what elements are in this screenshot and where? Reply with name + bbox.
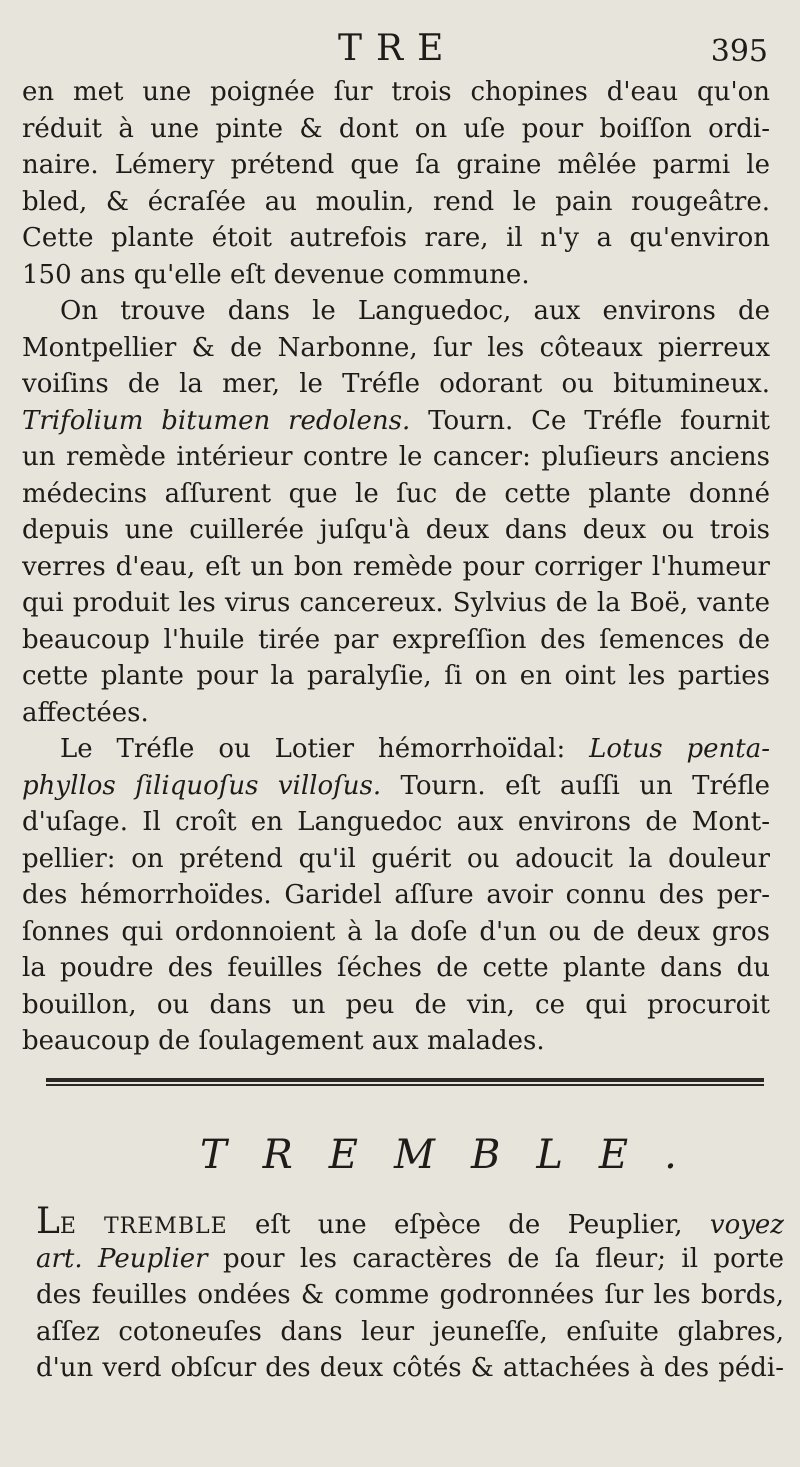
text-line bbox=[22, 658, 770, 695]
italic-span: voyez bbox=[709, 1210, 784, 1240]
text-span: voiſins de la mer, le Tréfle odorant ou bitumineux. bbox=[22, 369, 770, 399]
text-line bbox=[22, 74, 770, 111]
text-line bbox=[22, 330, 770, 367]
section-divider bbox=[46, 1078, 764, 1088]
text-span: pellier: on prétend qu'il guérit ou adoucit la douleur bbox=[22, 843, 770, 874]
text-line bbox=[22, 804, 770, 841]
text-line bbox=[22, 731, 770, 768]
text-line bbox=[22, 549, 770, 586]
text-span: des feuilles ondées & comme godronnées ſur les bords, bbox=[36, 1280, 784, 1310]
text-line bbox=[22, 987, 770, 1024]
text-span: pour les caractères de ſa fleur; il porte bbox=[207, 1243, 784, 1274]
text-span: naire. Lémery prétend que ſa graine mêlée parmi le bbox=[22, 150, 770, 180]
text-line bbox=[22, 439, 770, 476]
text-span: médecins aſſurent que le ſuc de cette plante donné bbox=[22, 478, 770, 509]
text-span: depuis une cuillerée juſqu'à deux dans deux ou trois bbox=[22, 515, 770, 545]
text-line bbox=[22, 257, 770, 294]
text-line bbox=[36, 1204, 784, 1241]
text-line bbox=[22, 585, 770, 622]
text-span: un remède intérieur contre le cancer: pluſieurs anciens bbox=[22, 442, 770, 472]
text-line bbox=[22, 622, 770, 659]
text-span: bouillon, ou dans un peu de vin, ce qui procuroit bbox=[22, 989, 770, 1020]
text-line bbox=[22, 877, 770, 914]
text-span: cette plante pour la paralyſie, ſi on en oint les parties bbox=[22, 661, 770, 691]
text-span: d'uſage. Il croît en Languedoc aux environs de Mont- bbox=[22, 807, 770, 837]
text-span: beaucoup l'huile tirée par expreſſion des ſemences de bbox=[22, 624, 770, 655]
italic-span: Lotus penta- bbox=[589, 734, 770, 764]
text-span: qui produit les virus cancereux. Sylvius de la Boë, vante bbox=[22, 588, 770, 618]
text-span: Tourn. eſt auſſi un Tréfle bbox=[381, 770, 770, 801]
text-line bbox=[36, 1277, 784, 1314]
text-span: Le Tréfle ou Lotier hémorrhoïdal: bbox=[60, 734, 590, 764]
text-span: E TREMBLE bbox=[59, 1214, 228, 1239]
text-line bbox=[22, 950, 770, 987]
text-line bbox=[22, 914, 770, 951]
text-line bbox=[22, 293, 770, 330]
text-span: Montpellier & de Narbonne, ſur les côteaux pierreux bbox=[22, 332, 770, 363]
text-span: verres d'eau, eſt un bon remède pour corriger l'humeur bbox=[22, 551, 770, 582]
text-line bbox=[22, 111, 770, 148]
text-line bbox=[22, 512, 770, 549]
text-span: beaucoup de ſoulagement aux malades. bbox=[22, 1026, 545, 1056]
running-title: TRE bbox=[338, 28, 458, 69]
text-span: Cette plante étoit autrefois rare, il n'y a qu'environ bbox=[22, 223, 770, 253]
body-text bbox=[22, 74, 770, 1060]
page-number: 395 bbox=[710, 34, 768, 69]
italic-span: phyllos ſiliquoſus villoſus. bbox=[22, 770, 382, 801]
text-span: Tourn. Ce Tréfle fournit bbox=[410, 405, 770, 436]
text-line bbox=[36, 1350, 784, 1387]
text-line bbox=[22, 147, 770, 184]
text-line bbox=[22, 841, 770, 878]
text-span: la poudre des feuilles ſéches de cette plante dans du bbox=[22, 953, 770, 983]
text-line bbox=[22, 1023, 770, 1060]
italic-span: art. Peuplier bbox=[36, 1243, 208, 1274]
text-line bbox=[22, 768, 770, 805]
text-line bbox=[36, 1314, 784, 1351]
paragraph bbox=[22, 293, 770, 731]
running-head bbox=[0, 28, 800, 72]
section-title: TREMBLE. bbox=[200, 1132, 713, 1178]
text-span: ſonnes qui ordonnoient à la doſe d'un ou de deux gros bbox=[22, 916, 770, 947]
text-span: des hémorrhoïdes. Garidel aſſure avoir connu des per- bbox=[22, 880, 770, 910]
text-span: On trouve dans le Languedoc, aux environs de bbox=[60, 296, 770, 326]
paragraph bbox=[22, 731, 770, 1060]
drop-cap: L bbox=[36, 1204, 60, 1241]
text-span: eſt une eſpèce de Peuplier, bbox=[227, 1210, 710, 1240]
text-line bbox=[22, 695, 770, 732]
text-span: réduit à une pinte & dont on uſe pour boiſſon ordi- bbox=[22, 113, 770, 144]
text-line bbox=[22, 366, 770, 403]
section-text bbox=[36, 1204, 784, 1387]
italic-span: Trifolium bitumen redolens. bbox=[22, 405, 411, 436]
text-span: d'un verd obſcur des deux côtés & attachées à des pédi- bbox=[36, 1353, 784, 1383]
text-line bbox=[22, 220, 770, 257]
text-span: en met une poignée ſur trois chopines d'eau qu'on bbox=[22, 77, 770, 107]
text-span: bled, & écraſée au moulin, rend le pain rougeâtre. bbox=[22, 186, 770, 217]
text-line bbox=[22, 476, 770, 513]
text-span: 150 ans qu'elle eſt devenue commune. bbox=[22, 259, 530, 290]
text-line bbox=[36, 1241, 784, 1278]
paragraph bbox=[22, 74, 770, 293]
text-span: affectées. bbox=[22, 697, 149, 728]
text-span: aſſez cotoneuſes dans leur jeuneſſe, enſuite glabres, bbox=[36, 1316, 784, 1347]
text-line bbox=[22, 403, 770, 440]
text-line bbox=[22, 184, 770, 221]
